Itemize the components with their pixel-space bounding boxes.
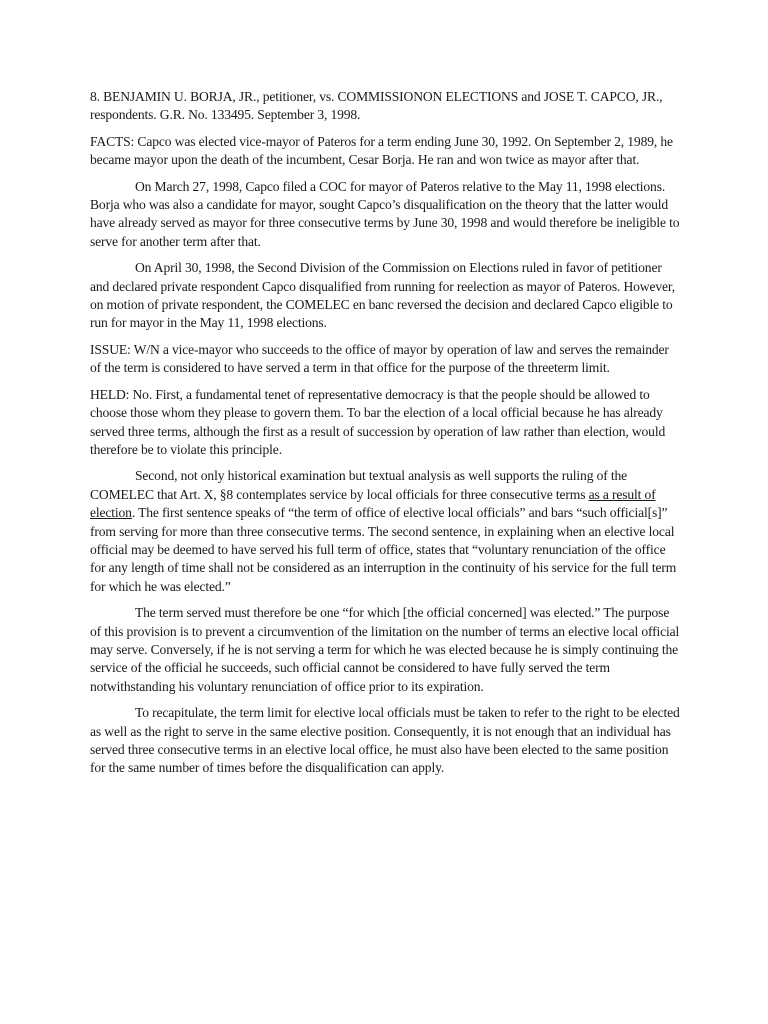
underlined-phrase: as a result of election: [90, 486, 656, 521]
facts-paragraph-comelec: On April 30, 1998, the Second Division of the Commission on Elections ruled in favor of petitioner and declared private respondent Capco disqualified from running for reelection as mayor of Pateros. However, on motion of private respondent, the COMELEC en banc reversed the decision and declared Capco eligible to run for mayor in the May 11, 1998 elections.: [90, 260, 675, 331]
held-text-after: . The first sentence speaks of “the term of office of elective local officials” and bars “such official[s]” from serving for more than three consecutive terms. The second sentence, in explaining when an elective local official may be deemed to have served his full term of office, states that “voluntary renunciation of the office for any length of time shall not be considered as an interruption in the continuity of his service for the full term for which he was elected.”: [90, 505, 677, 594]
held-paragraph: HELD: No. First, a fundamental tenet of representative democracy is that the people should be allowed to choose those whom they please to govern them. To bar the election of a local official because he has already served three terms, although the first as a result of succession by operation of law rather than election, would therefore be to violate this principle.: [90, 386, 666, 457]
held-paragraph-term-served: The term served must therefore be one “for which [the official concerned] was elected.” The purpose of this provision is to prevent a circumvention of the limitation on the number of terms an elective local official may serve. Conversely, if he is not serving a term for which he was elected because he is simply continuing the service of the official he succeeds, such official cannot be considered to have fully served the term notwithstanding his voluntary renunciation of office prior to its expiration.: [90, 605, 680, 694]
held-paragraph-textual-analysis: [90, 467, 680, 596]
facts-paragraph: FACTS: Capco was elected vice-mayor of Pateros for a term ending June 30, 1992. On September 2, 1989, he became mayor upon the death of the incumbent, Cesar Borja. He ran and won twice as mayor after that.: [90, 133, 673, 168]
document-page: [90, 88, 680, 786]
held-text-before: Second, not only historical examination but textual analysis as well supports the ruling of the COMELEC that Art. X, §8 contemplates service by local officials for three consecutive terms: [90, 468, 628, 502]
held-paragraph-recapitulation: To recapitulate, the term limit for elective local officials must be taken to refer to the right to be elected as well as the right to serve in the same elective position. Consequently, it is not enough that an individual has served three consecutive terms in an elective local office, he must also have been elected to the same position for the same number of times before the disqualification can apply.: [90, 705, 680, 776]
issue-paragraph: ISSUE: W/N a vice-mayor who succeeds to the office of mayor by operation of law and serves the remainder of the term is considered to have served a term in that office for the purpose of the threeterm limit.: [90, 341, 669, 376]
case-heading: 8. BENJAMIN U. BORJA, JR., petitioner, vs. COMMISSIONON ELECTIONS and JOSE T. CAPCO, JR., respondents. G.R. No. 133495. September 3, 1998.: [90, 89, 663, 123]
facts-paragraph-coc: On March 27, 1998, Capco filed a COC for mayor of Pateros relative to the May 11, 1998 elections. Borja who was also a candidate for mayor, sought Capco’s disqualification on the theory that the latter would have already served as mayor for three consecutive terms by June 30, 1998 and would therefore be ineligible to serve for another term after that.: [90, 178, 680, 249]
